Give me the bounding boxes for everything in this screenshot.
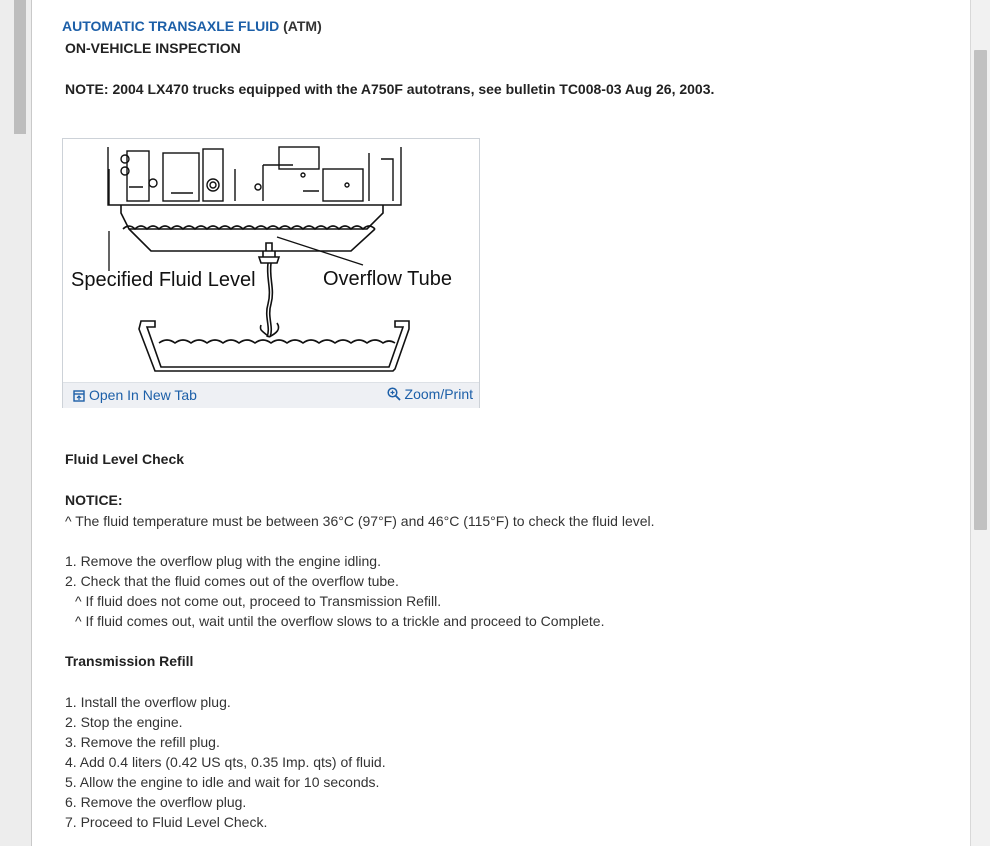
open-new-tab-icon (73, 390, 85, 402)
fluid-level-figure (62, 138, 480, 408)
overflow-tube-label: Overflow Tube (323, 268, 452, 290)
refill-step: 5. Allow the engine to idle and wait for 10 seconds. (65, 774, 380, 790)
specified-fluid-level-label: Specified Fluid Level (71, 269, 256, 291)
refill-step: 3. Remove the refill plug. (65, 734, 220, 750)
transaxle-diagram (63, 139, 479, 382)
right-scrollbar-thumb[interactable] (974, 50, 987, 530)
page-title (62, 18, 322, 34)
title-suffix: (ATM) (279, 18, 322, 34)
left-panel-rail (0, 0, 31, 846)
figure-toolbar (63, 382, 479, 408)
notice-text: ^ The fluid temperature must be between 36°C (97°F) and 46°C (115°F) to check the fluid level. (65, 513, 655, 529)
fluid-level-check-heading: Fluid Level Check (65, 451, 185, 467)
drain-tray-drawing (139, 321, 409, 371)
bulletin-note: NOTE: 2004 LX470 trucks equipped with the A750F autotrans, see bulletin TC008-03 Aug 26, 2003. (65, 81, 715, 97)
document-page (31, 0, 971, 846)
transmission-refill-heading: Transmission Refill (65, 653, 194, 669)
zoom-icon (387, 387, 401, 401)
open-in-new-tab-link[interactable] (73, 387, 197, 403)
zoom-print-link[interactable] (387, 386, 473, 402)
right-scrollbar[interactable] (971, 0, 990, 846)
refill-step: 6. Remove the overflow plug. (65, 794, 247, 810)
check-substep: ^ If fluid comes out, wait until the overflow slows to a trickle and proceed to Complete. (75, 613, 605, 629)
title-link[interactable]: AUTOMATIC TRANSAXLE FLUID (62, 18, 280, 34)
transaxle-body-drawing (108, 147, 401, 205)
section-subtitle: ON-VEHICLE INSPECTION (65, 40, 241, 56)
refill-step: 1. Install the overflow plug. (65, 694, 231, 710)
check-step: 2. Check that the fluid comes out of the overflow tube. (65, 573, 399, 589)
open-in-new-tab-label: Open In New Tab (89, 387, 197, 403)
refill-step: 7. Proceed to Fluid Level Check. (65, 814, 268, 830)
check-step: 1. Remove the overflow plug with the engine idling. (65, 553, 381, 569)
left-panel-scroll-thumb[interactable] (14, 0, 26, 134)
check-substep: ^ If fluid does not come out, proceed to Transmission Refill. (75, 593, 442, 609)
zoom-print-label: Zoom/Print (404, 386, 473, 402)
refill-step: 2. Stop the engine. (65, 714, 183, 730)
notice-heading: NOTICE: (65, 492, 123, 508)
refill-step: 4. Add 0.4 liters (0.42 US qts, 0.35 Imp. qts) of fluid. (65, 754, 386, 770)
